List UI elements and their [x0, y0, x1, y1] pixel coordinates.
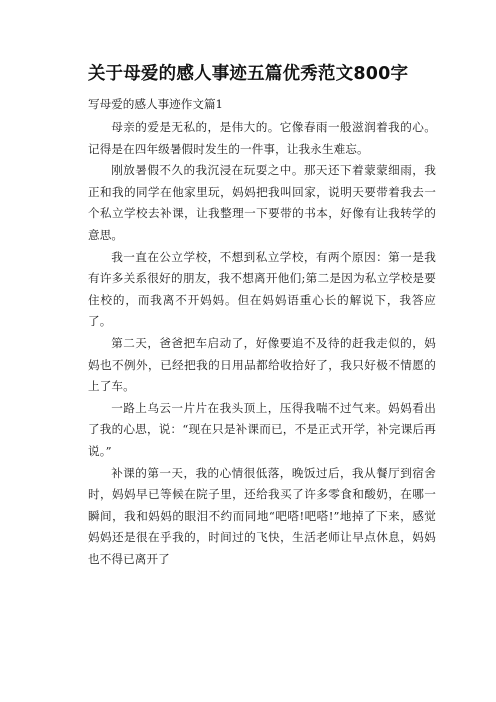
paragraph: 刚放暑假不久的我沉浸在玩耍之中。那天还下着蒙蒙细雨，我正和我的同学在他家里玩，妈妈把我叫回家，说明天要带着我去一个私立学校去补课，让我整理一下要带的书本，好像有让我转学的意思。 — [88, 163, 436, 242]
paragraph: 我一直在公立学校，不想到私立学校，有两个原因：第一是我有许多关系很好的朋友，我不想离开他们;第二是因为私立学校是要住校的，而我离不开妈妈。但在妈妈语重心长的解说下，我答应了。 — [88, 249, 436, 329]
paragraph: 母亲的爱是无私的，是伟大的。它像春雨一般滋润着我的心。记得是在四年级暑假时发生的一件事，让我永生难忘。 — [88, 120, 436, 156]
document-title: 关于母爱的感人事迹五篇优秀范文800字 — [87, 64, 409, 84]
paragraph: 第二天，爸爸把车启动了，好像要追不及待的赶我走似的，妈妈也不例外，已经把我的日用品都给收拾好了，我只好极不情愿的上了车。 — [88, 335, 436, 394]
essay-heading: 写母爱的感人事迹作文篇1 — [88, 97, 223, 111]
essay-body — [88, 117, 436, 570]
paragraph: 补课的第一天，我的心情很低落，晚饭过后，我从餐厅到宿舍时，妈妈早已等候在院子里，还给我买了许多零食和酸奶，在哪一瞬间，我和妈妈的眼泪不约而同地“吧嗒!吧嗒!”地掉了下来，感觉妈妈还是很在乎我的，时间过的飞快，生活老师让早点休息，妈妈也不得已离开了 — [88, 465, 436, 566]
paragraph: 一路上乌云一片片在我头顶上，压得我喘不过气来。妈妈看出了我的心思，说：“现在只是补课而已，不是正式开学，补完课后再说。” — [88, 400, 436, 458]
